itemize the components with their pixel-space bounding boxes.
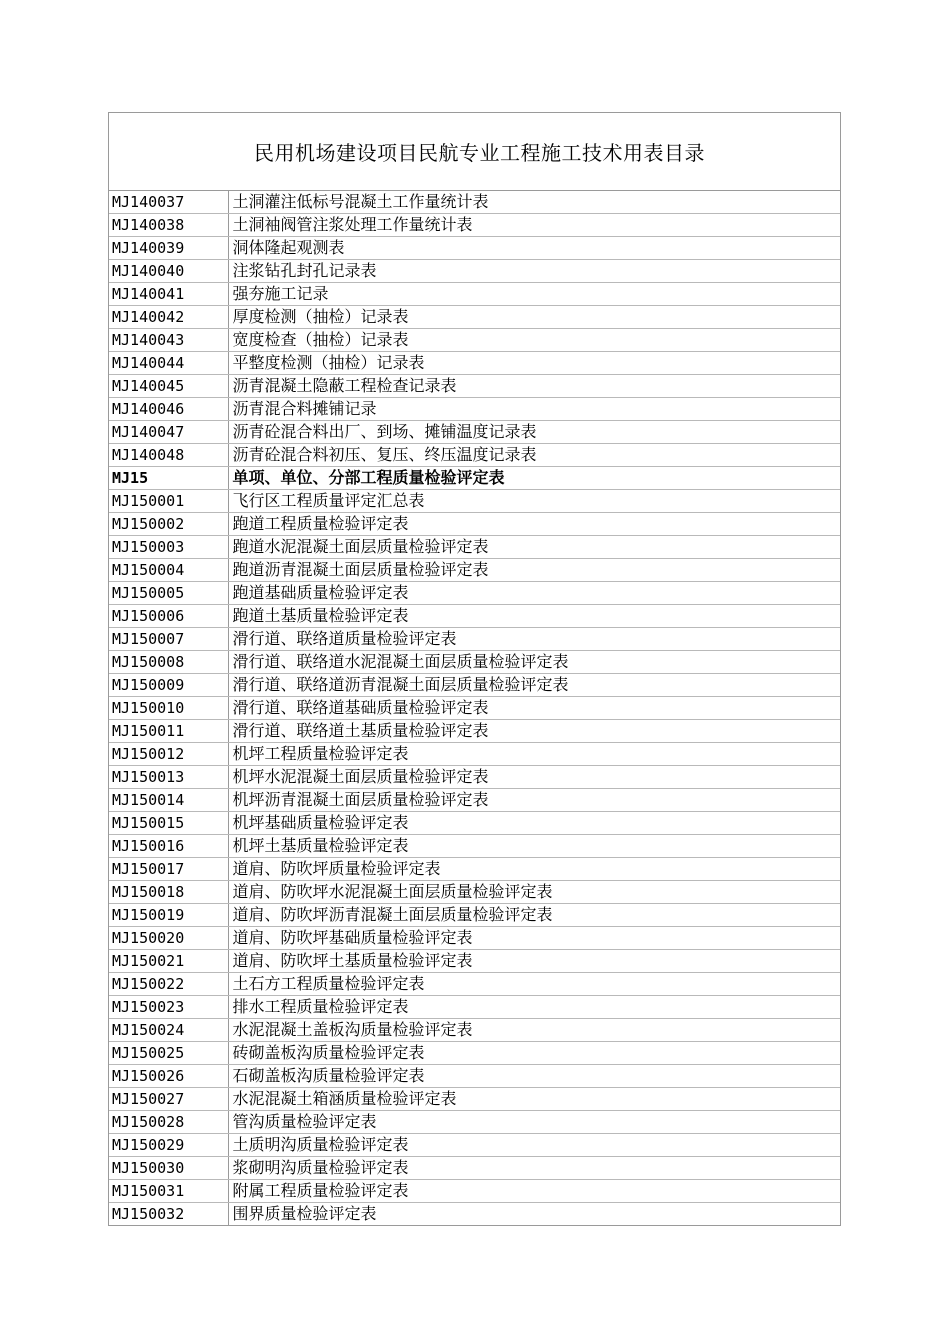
form-name-cell: 跑道工程质量检验评定表 [228, 513, 840, 536]
form-code-cell: MJ150026 [109, 1065, 228, 1088]
table-row [109, 1019, 840, 1042]
form-name-cell: 道肩、防吹坪基础质量检验评定表 [228, 927, 840, 950]
form-name-cell: 水泥混凝土盖板沟质量检验评定表 [228, 1019, 840, 1042]
form-name-cell: 石砌盖板沟质量检验评定表 [228, 1065, 840, 1088]
form-name-cell: 附属工程质量检验评定表 [228, 1180, 840, 1203]
form-name-cell: 厚度检测（抽检）记录表 [228, 306, 840, 329]
table-row [109, 329, 840, 352]
form-name-cell: 机坪工程质量检验评定表 [228, 743, 840, 766]
table-row [109, 444, 840, 467]
table-row [109, 651, 840, 674]
form-name-cell: 土洞袖阀管注浆处理工作量统计表 [228, 214, 840, 237]
form-name-cell: 洞体隆起观测表 [228, 237, 840, 260]
table-row [109, 812, 840, 835]
form-code-cell: MJ140047 [109, 421, 228, 444]
form-name-cell: 注浆钻孔封孔记录表 [228, 260, 840, 283]
table-row [109, 720, 840, 743]
catalog-table [109, 191, 840, 1225]
table-row [109, 513, 840, 536]
table-row [109, 1111, 840, 1134]
table-row [109, 306, 840, 329]
form-name-cell: 道肩、防吹坪质量检验评定表 [228, 858, 840, 881]
title-row [109, 113, 840, 191]
form-name-cell: 沥青混合料摊铺记录 [228, 398, 840, 421]
form-code-cell: MJ150021 [109, 950, 228, 973]
catalog-sheet [108, 112, 841, 1226]
form-name-cell: 平整度检测（抽检）记录表 [228, 352, 840, 375]
table-row [109, 927, 840, 950]
form-code-cell: MJ140039 [109, 237, 228, 260]
form-code-cell: MJ150031 [109, 1180, 228, 1203]
form-name-cell: 跑道沥青混凝土面层质量检验评定表 [228, 559, 840, 582]
form-code-cell: MJ140044 [109, 352, 228, 375]
table-row [109, 1180, 840, 1203]
form-name-cell: 机坪水泥混凝土面层质量检验评定表 [228, 766, 840, 789]
table-row [109, 904, 840, 927]
table-row [109, 237, 840, 260]
form-code-cell: MJ140041 [109, 283, 228, 306]
form-name-cell: 道肩、防吹坪沥青混凝土面层质量检验评定表 [228, 904, 840, 927]
table-row [109, 582, 840, 605]
form-name-cell: 沥青混凝土隐蔽工程检查记录表 [228, 375, 840, 398]
form-code-cell: MJ150030 [109, 1157, 228, 1180]
form-code-cell: MJ150005 [109, 582, 228, 605]
table-row [109, 214, 840, 237]
form-code-cell: MJ150024 [109, 1019, 228, 1042]
table-row [109, 1134, 840, 1157]
form-code-cell: MJ150013 [109, 766, 228, 789]
form-name-cell: 土石方工程质量检验评定表 [228, 973, 840, 996]
table-row [109, 536, 840, 559]
form-name-cell: 沥青砼混合料初压、复压、终压温度记录表 [228, 444, 840, 467]
form-code-cell: MJ150014 [109, 789, 228, 812]
form-name-cell: 管沟质量检验评定表 [228, 1111, 840, 1134]
form-code-cell: MJ140046 [109, 398, 228, 421]
form-code-cell: MJ150004 [109, 559, 228, 582]
form-name-cell: 跑道基础质量检验评定表 [228, 582, 840, 605]
form-name-cell: 宽度检查（抽检）记录表 [228, 329, 840, 352]
form-name-cell: 机坪土基质量检验评定表 [228, 835, 840, 858]
form-name-cell: 机坪沥青混凝土面层质量检验评定表 [228, 789, 840, 812]
form-name-cell: 机坪基础质量检验评定表 [228, 812, 840, 835]
form-name-cell: 滑行道、联络道土基质量检验评定表 [228, 720, 840, 743]
form-code-cell: MJ150018 [109, 881, 228, 904]
form-code-cell: MJ150001 [109, 490, 228, 513]
table-row [109, 191, 840, 214]
table-row [109, 950, 840, 973]
form-code-cell: MJ140038 [109, 214, 228, 237]
form-code-cell: MJ150012 [109, 743, 228, 766]
form-code-cell: MJ150011 [109, 720, 228, 743]
form-code-cell: MJ150008 [109, 651, 228, 674]
form-code-cell: MJ150029 [109, 1134, 228, 1157]
table-row [109, 352, 840, 375]
table-row [109, 835, 840, 858]
table-row [109, 375, 840, 398]
form-code-cell: MJ150009 [109, 674, 228, 697]
table-row [109, 628, 840, 651]
table-row [109, 1088, 840, 1111]
form-name-cell: 道肩、防吹坪土基质量检验评定表 [228, 950, 840, 973]
form-name-cell: 强夯施工记录 [228, 283, 840, 306]
form-code-cell: MJ140042 [109, 306, 228, 329]
form-code-cell: MJ150028 [109, 1111, 228, 1134]
form-code-cell: MJ150027 [109, 1088, 228, 1111]
form-code-cell: MJ150007 [109, 628, 228, 651]
form-name-cell: 土洞灌注低标号混凝土工作量统计表 [228, 191, 840, 214]
form-name-cell: 沥青砼混合料出厂、到场、摊铺温度记录表 [228, 421, 840, 444]
form-name-cell: 单项、单位、分部工程质量检验评定表 [228, 467, 840, 490]
table-row [109, 766, 840, 789]
form-name-cell: 跑道水泥混凝土面层质量检验评定表 [228, 536, 840, 559]
form-name-cell: 滑行道、联络道质量检验评定表 [228, 628, 840, 651]
table-row [109, 789, 840, 812]
form-name-cell: 跑道土基质量检验评定表 [228, 605, 840, 628]
table-row [109, 398, 840, 421]
form-code-cell: MJ140048 [109, 444, 228, 467]
form-name-cell: 飞行区工程质量评定汇总表 [228, 490, 840, 513]
form-name-cell: 道肩、防吹坪水泥混凝土面层质量检验评定表 [228, 881, 840, 904]
form-code-cell: MJ140040 [109, 260, 228, 283]
form-code-cell: MJ150006 [109, 605, 228, 628]
table-row [109, 283, 840, 306]
form-code-cell: MJ150020 [109, 927, 228, 950]
form-code-cell: MJ150019 [109, 904, 228, 927]
table-row [109, 858, 840, 881]
table-row [109, 996, 840, 1019]
form-code-cell: MJ150032 [109, 1203, 228, 1226]
form-code-cell: MJ150016 [109, 835, 228, 858]
table-row [109, 674, 840, 697]
form-name-cell: 水泥混凝土箱涵质量检验评定表 [228, 1088, 840, 1111]
form-code-cell: MJ150015 [109, 812, 228, 835]
table-row [109, 743, 840, 766]
page-title: 民用机场建设项目民航专业工程施工技术用表目录 [254, 141, 705, 165]
table-row [109, 1065, 840, 1088]
form-code-cell: MJ140037 [109, 191, 228, 214]
form-code-cell: MJ140045 [109, 375, 228, 398]
form-code-cell: MJ150017 [109, 858, 228, 881]
form-code-cell: MJ150022 [109, 973, 228, 996]
section-row [109, 467, 840, 490]
table-row [109, 973, 840, 996]
table-row [109, 1203, 840, 1226]
form-name-cell: 围界质量检验评定表 [232, 1204, 377, 1224]
form-name-cell: 排水工程质量检验评定表 [228, 996, 840, 1019]
table-row [109, 421, 840, 444]
form-name-cell: 砖砌盖板沟质量检验评定表 [228, 1042, 840, 1065]
table-row [109, 559, 840, 582]
form-code-cell: MJ140043 [109, 329, 228, 352]
table-row [109, 1157, 840, 1180]
form-code-cell: MJ150023 [109, 996, 228, 1019]
table-row [109, 1042, 840, 1065]
table-row [109, 697, 840, 720]
form-name-cell: 土质明沟质量检验评定表 [228, 1134, 840, 1157]
table-row [109, 605, 840, 628]
form-code-cell: MJ150025 [109, 1042, 228, 1065]
table-row [109, 260, 840, 283]
catalog-table-body [109, 191, 840, 1225]
table-row [109, 881, 840, 904]
form-code-cell: MJ150002 [109, 513, 228, 536]
form-code-cell: MJ150003 [109, 536, 228, 559]
form-code-cell: MJ150010 [109, 697, 228, 720]
form-name-cell: 滑行道、联络道基础质量检验评定表 [228, 697, 840, 720]
form-name-cell: 滑行道、联络道沥青混凝土面层质量检验评定表 [228, 674, 840, 697]
table-row [109, 490, 840, 513]
form-name-cell: 滑行道、联络道水泥混凝土面层质量检验评定表 [228, 651, 840, 674]
form-code-cell: MJ15 [109, 467, 228, 490]
form-name-cell: 浆砌明沟质量检验评定表 [228, 1157, 840, 1180]
